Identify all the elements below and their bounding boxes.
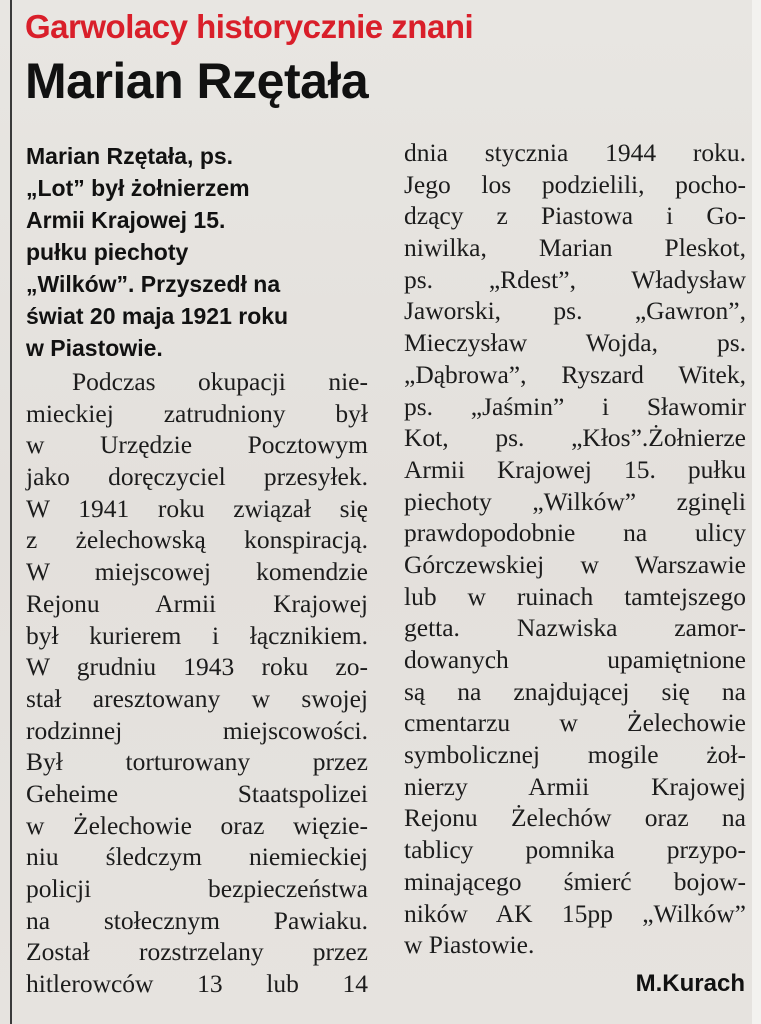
body-line: minającego śmierć bojow- [404,866,746,896]
body-line: ps. „Jaśmin” i Sławomir [404,391,746,421]
body-line: w Urzędzie Pocztowym [26,430,368,460]
body-line: ników AK 15pp „Wilków” [404,898,746,928]
body-line: piechoty „Wilków” zginęli [404,486,746,516]
body-line: W grudniu 1943 roku zo- [26,652,368,682]
body-line: Armii Krajowej 15. pułku [404,454,746,484]
body-line: na stołecznym Pawiaku. [26,905,368,935]
body-line: w Piastowie. [404,930,535,960]
body-line: symbolicznej mogile żoł- [404,740,746,770]
body-line: lub w ruinach tamtejszego [404,581,746,611]
body-line: policji bezpieczeństwa [26,874,368,903]
body-line: Został rozstrzelany przez [26,937,368,967]
body-line: hitlerowców 13 lub 14 [26,969,368,999]
body-line: Rejonu Armii Krajowej [26,588,368,618]
body-line: dowanych upamiętnione [404,645,746,674]
body-line: Kot, ps. „Kłos”.Żołnierze [404,423,746,453]
page-edge [752,0,761,1024]
author-signature: M.Kurach [635,970,745,997]
body-line: prawdopodobnie na ulicy [404,518,746,548]
section-kicker: Garwolacy historycznie znani [25,8,474,45]
body-line: W miejscowej komendzie [26,557,368,587]
body-line: Jego los podzielili, pocho- [404,169,746,199]
left-body-text [26,366,368,1000]
body-line: rodzinnej miejscowości. [26,715,368,745]
body-line: stał aresztowany w swojej [26,683,368,713]
body-line: Geheime Staatspolizei [26,778,368,808]
right-column [404,140,746,961]
body-line: ps. „Rdest”, Władysław [404,264,746,294]
body-line: są na znajdującej się na [404,676,746,706]
body-line: Górczewskiej w Warszawie [404,549,746,579]
left-column [26,140,368,1000]
body-line: cmentarzu w Żelechowie [404,708,746,738]
right-body-text [404,137,746,961]
body-line: Jaworski, ps. „Gawron”, [404,296,746,326]
body-line: jako doręczyciel przesyłek. [26,462,368,492]
body-line: W 1941 roku związał się [26,493,368,523]
body-line: niu śledczym niemieckiej [26,842,368,872]
body-line: był kurierem i łącznikiem. [26,620,368,650]
body-line: niwilka, Marian Pleskot, [404,233,746,263]
body-line: Był torturowany przez [26,747,368,777]
body-line: „Dąbrowa”, Ryszard Witek, [404,359,746,389]
body-line: Rejonu Żelechów oraz na [404,803,746,833]
body-line: z żelechowską konspiracją. [26,525,368,555]
body-line: Podczas okupacji nie- [72,367,368,396]
body-line: nierzy Armii Krajowej [404,771,746,801]
article-headline: Marian Rzętała [25,53,369,109]
body-line: Mieczysław Wojda, ps. [404,328,746,358]
body-line: dnia stycznia 1944 roku. [404,138,746,167]
body-line: tablicy pomnika przypo- [404,835,746,865]
body-line: w Żelechowie oraz więzie- [26,810,368,840]
column-rule [10,0,12,1024]
body-line: mieckiej zatrudniony był [26,398,368,428]
body-line: getta. Nazwiska zamor- [404,613,746,643]
article-lead: Marian Rzętała, ps. „Lot” był żołnierzem Armii Krajowej 15. pułku piechoty „Wilków”. Przyszedł na świat 20 maja 1921 roku w Piastowie. [26,143,289,361]
body-line: dzący z Piastowa i Go- [404,201,746,231]
